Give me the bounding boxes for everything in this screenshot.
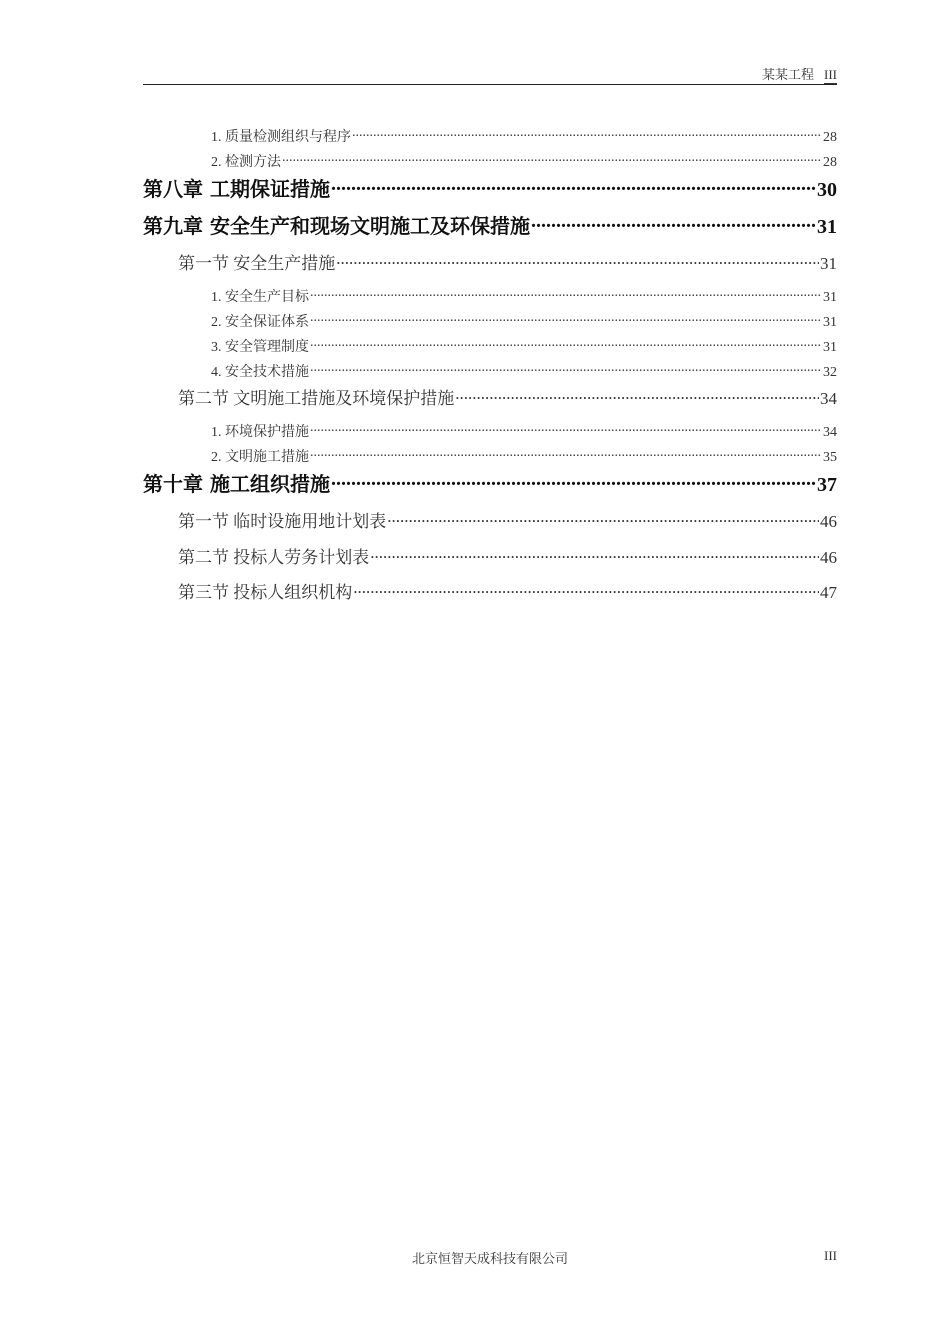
- toc-entry[interactable]: [211, 126, 837, 146]
- toc-dot-leader: [455, 387, 819, 404]
- toc-entry-title: 2. 安全保证体系: [211, 315, 309, 330]
- toc-entry-title: 第二节 投标人劳务计划表: [178, 548, 370, 567]
- toc-entry-page: 30: [817, 179, 837, 201]
- toc-entry[interactable]: [211, 286, 837, 306]
- toc-entry-chapter[interactable]: [143, 173, 837, 202]
- toc-entry-page: 31: [823, 340, 837, 355]
- toc-entry[interactable]: [211, 421, 837, 441]
- page-footer: [143, 1248, 837, 1268]
- toc-entry-title: 1. 质量检测组织与程序: [211, 130, 351, 145]
- toc-entry-title: 3. 安全管理制度: [211, 340, 309, 355]
- footer-company-name: 北京恒智天成科技有限公司: [411, 1251, 568, 1266]
- toc-entry-title: 第八章 工期保证措施: [143, 177, 330, 201]
- toc-dot-leader: [282, 152, 822, 166]
- toc-dot-leader: [531, 213, 816, 233]
- toc-entry-title: 第一节 临时设施用地计划表: [178, 512, 387, 531]
- toc-entry[interactable]: [211, 151, 837, 171]
- toc-entry-title: 第十章 施工组织措施: [143, 472, 330, 496]
- toc-dot-leader: [310, 447, 822, 461]
- toc-entry-page: 31: [820, 254, 837, 273]
- toc-dot-leader: [336, 252, 819, 269]
- toc-entry-section[interactable]: [178, 384, 837, 409]
- toc-entry-section[interactable]: [178, 249, 837, 274]
- toc-entry[interactable]: [211, 311, 837, 331]
- toc-dot-leader: [353, 581, 819, 598]
- toc-dot-leader: [310, 337, 822, 351]
- toc-entry-page: 31: [817, 216, 837, 238]
- toc-dot-leader: [310, 362, 822, 376]
- toc-entry-page: 31: [823, 315, 837, 330]
- toc-entry-title: 2. 文明施工措施: [211, 450, 309, 465]
- toc-entry-chapter[interactable]: [143, 210, 837, 239]
- toc-entry-page: 34: [820, 389, 837, 408]
- toc-dot-leader: [331, 176, 816, 196]
- toc-entry-section[interactable]: [178, 578, 837, 603]
- toc-entry-title: 第二节 文明施工措施及环境保护措施: [178, 389, 455, 408]
- toc-entry-page: 32: [823, 365, 837, 380]
- toc-dot-leader: [310, 287, 822, 301]
- toc-entry[interactable]: [211, 361, 837, 381]
- toc-entry-title: 1. 环境保护措施: [211, 425, 309, 440]
- toc-entry-page: 28: [823, 130, 837, 145]
- toc-entry-title: 第三节 投标人组织机构: [178, 583, 353, 602]
- toc-entry-title: 第一节 安全生产措施: [178, 254, 336, 273]
- toc-dot-leader: [370, 546, 819, 563]
- toc-entry-page: 46: [820, 548, 837, 567]
- toc-entry-title: 2. 检测方法: [211, 155, 281, 170]
- toc-entry-title: 第九章 安全生产和现场文明施工及环保措施: [143, 214, 530, 238]
- toc-entry-title: 1. 安全生产目标: [211, 290, 309, 305]
- toc-entry-title: 4. 安全技术措施: [211, 365, 309, 380]
- toc-entry-page: 46: [820, 512, 837, 531]
- toc-entry-page: 37: [817, 474, 837, 496]
- toc-dot-leader: [331, 471, 816, 491]
- toc-entry[interactable]: [211, 446, 837, 466]
- toc-dot-leader: [352, 127, 822, 141]
- footer-page-number: III: [824, 1248, 837, 1263]
- toc-dot-leader: [310, 312, 822, 326]
- toc-entry-page: 28: [823, 155, 837, 170]
- toc-entry[interactable]: [211, 336, 837, 356]
- toc-entry-page: 34: [823, 425, 837, 440]
- toc-dot-leader: [387, 510, 819, 527]
- table-of-contents: [0, 0, 950, 620]
- toc-entry-page: 31: [823, 290, 837, 305]
- toc-entry-section[interactable]: [178, 507, 837, 532]
- toc-entry-page: 47: [820, 583, 837, 602]
- header-project-name: 某某工程: [761, 67, 814, 82]
- toc-entry-chapter[interactable]: [143, 468, 837, 497]
- toc-entry-section[interactable]: [178, 543, 837, 568]
- toc-entry-page: 35: [823, 450, 837, 465]
- toc-dot-leader: [310, 422, 822, 436]
- header-page-number: III: [824, 67, 837, 82]
